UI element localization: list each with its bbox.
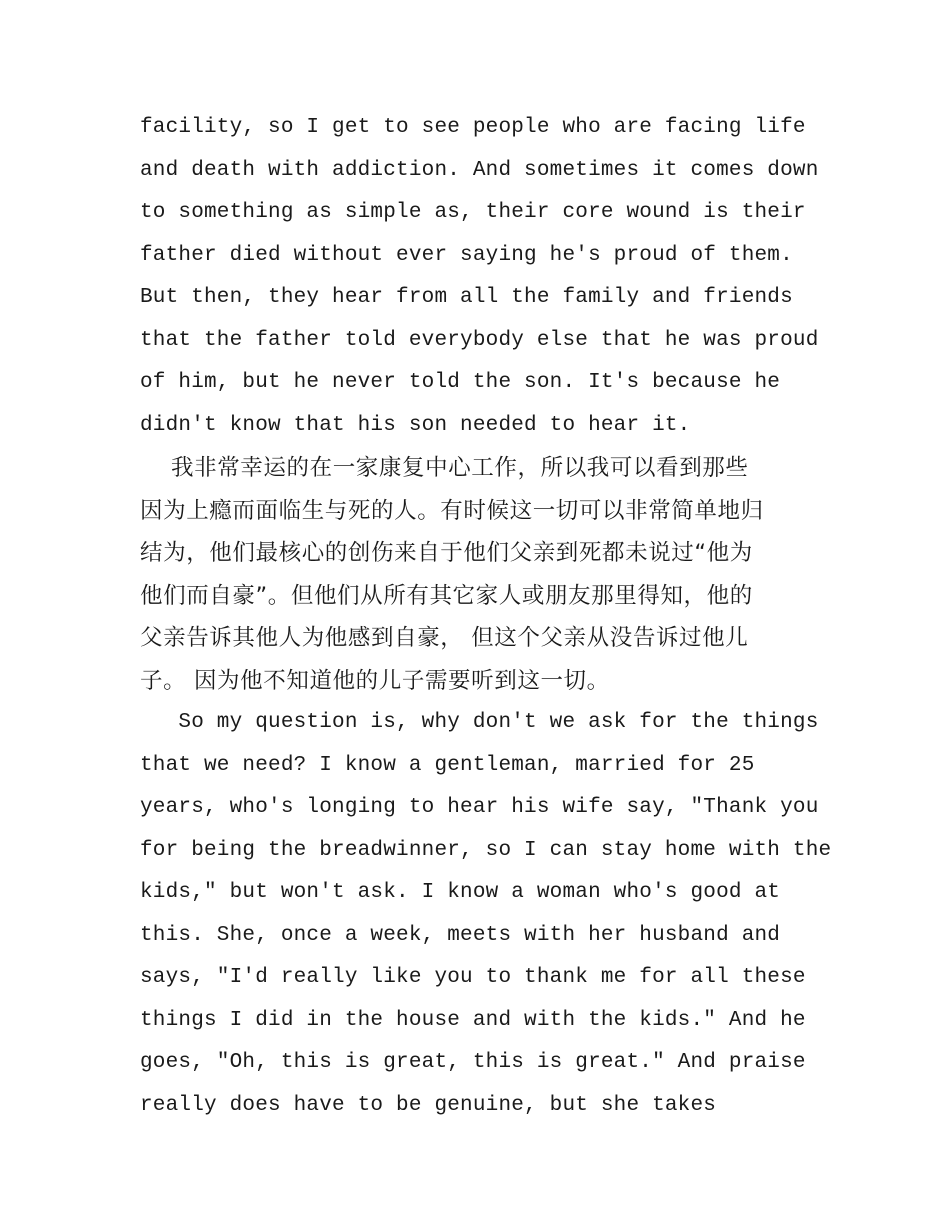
text-line: things I did in the house and with the kids." And he <box>140 1008 806 1032</box>
text-line: didn't know that his son needed to hear it. <box>140 413 691 437</box>
text-line: 他们而自豪”。但他们从所有其它家人或朋友那里得知，他的 <box>140 582 753 609</box>
text-line: and death with addiction. And sometimes it comes down <box>140 158 819 182</box>
text-line: But then, they hear from all the family and friends <box>140 286 793 309</box>
text-line: to something as simple as, their core wound is their <box>140 201 806 224</box>
text-line: 父亲告诉其他人为他感到自豪， 但这个父亲从没告诉过他儿 <box>140 625 749 651</box>
text-line: 我非常幸运的在一家康复中心工作，所以我可以看到那些 <box>140 455 749 481</box>
paragraph-chinese <box>140 447 820 702</box>
text-line: years, who's longing to hear his wife say, "Thank you <box>140 796 819 819</box>
text-line: So my question is, why don't we ask for the things <box>140 711 819 734</box>
text-line: kids," but won't ask. I know a woman who's good at <box>140 881 781 904</box>
text-line: this. She, once a week, meets with her husband and <box>140 923 781 947</box>
text-line: that we need? I know a gentleman, married for 25 <box>140 753 755 777</box>
text-line: 结为，他们最核心的创伤来自于他们父亲到死都未说过“他为 <box>140 540 753 566</box>
paragraph-english-1 <box>140 107 820 447</box>
text-line: 子。 因为他不知道他的儿子需要听到这一切。 <box>140 667 610 694</box>
text-line: for being the breadwinner, so I can stay home with the <box>140 838 832 862</box>
text-line: goes, "Oh, this is great, this is great." And praise <box>140 1051 806 1074</box>
text-line: really does have to be genuine, but she takes <box>140 1093 717 1117</box>
text-line: father died without ever saying he's proud of them. <box>140 243 793 267</box>
text-line: that the father told everybody else that he was proud <box>140 328 819 352</box>
paragraph-english-2 <box>140 702 832 1127</box>
text-line: facility, so I get to see people who are facing life <box>140 116 806 139</box>
text-line: of him, but he never told the son. It's because he <box>140 371 781 394</box>
text-line: says, "I'd really like you to thank me for all these <box>140 966 806 989</box>
text-line: 因为上瘾而面临生与死的人。有时候这一切可以非常简单地归 <box>140 497 764 524</box>
document-body <box>140 107 832 1127</box>
